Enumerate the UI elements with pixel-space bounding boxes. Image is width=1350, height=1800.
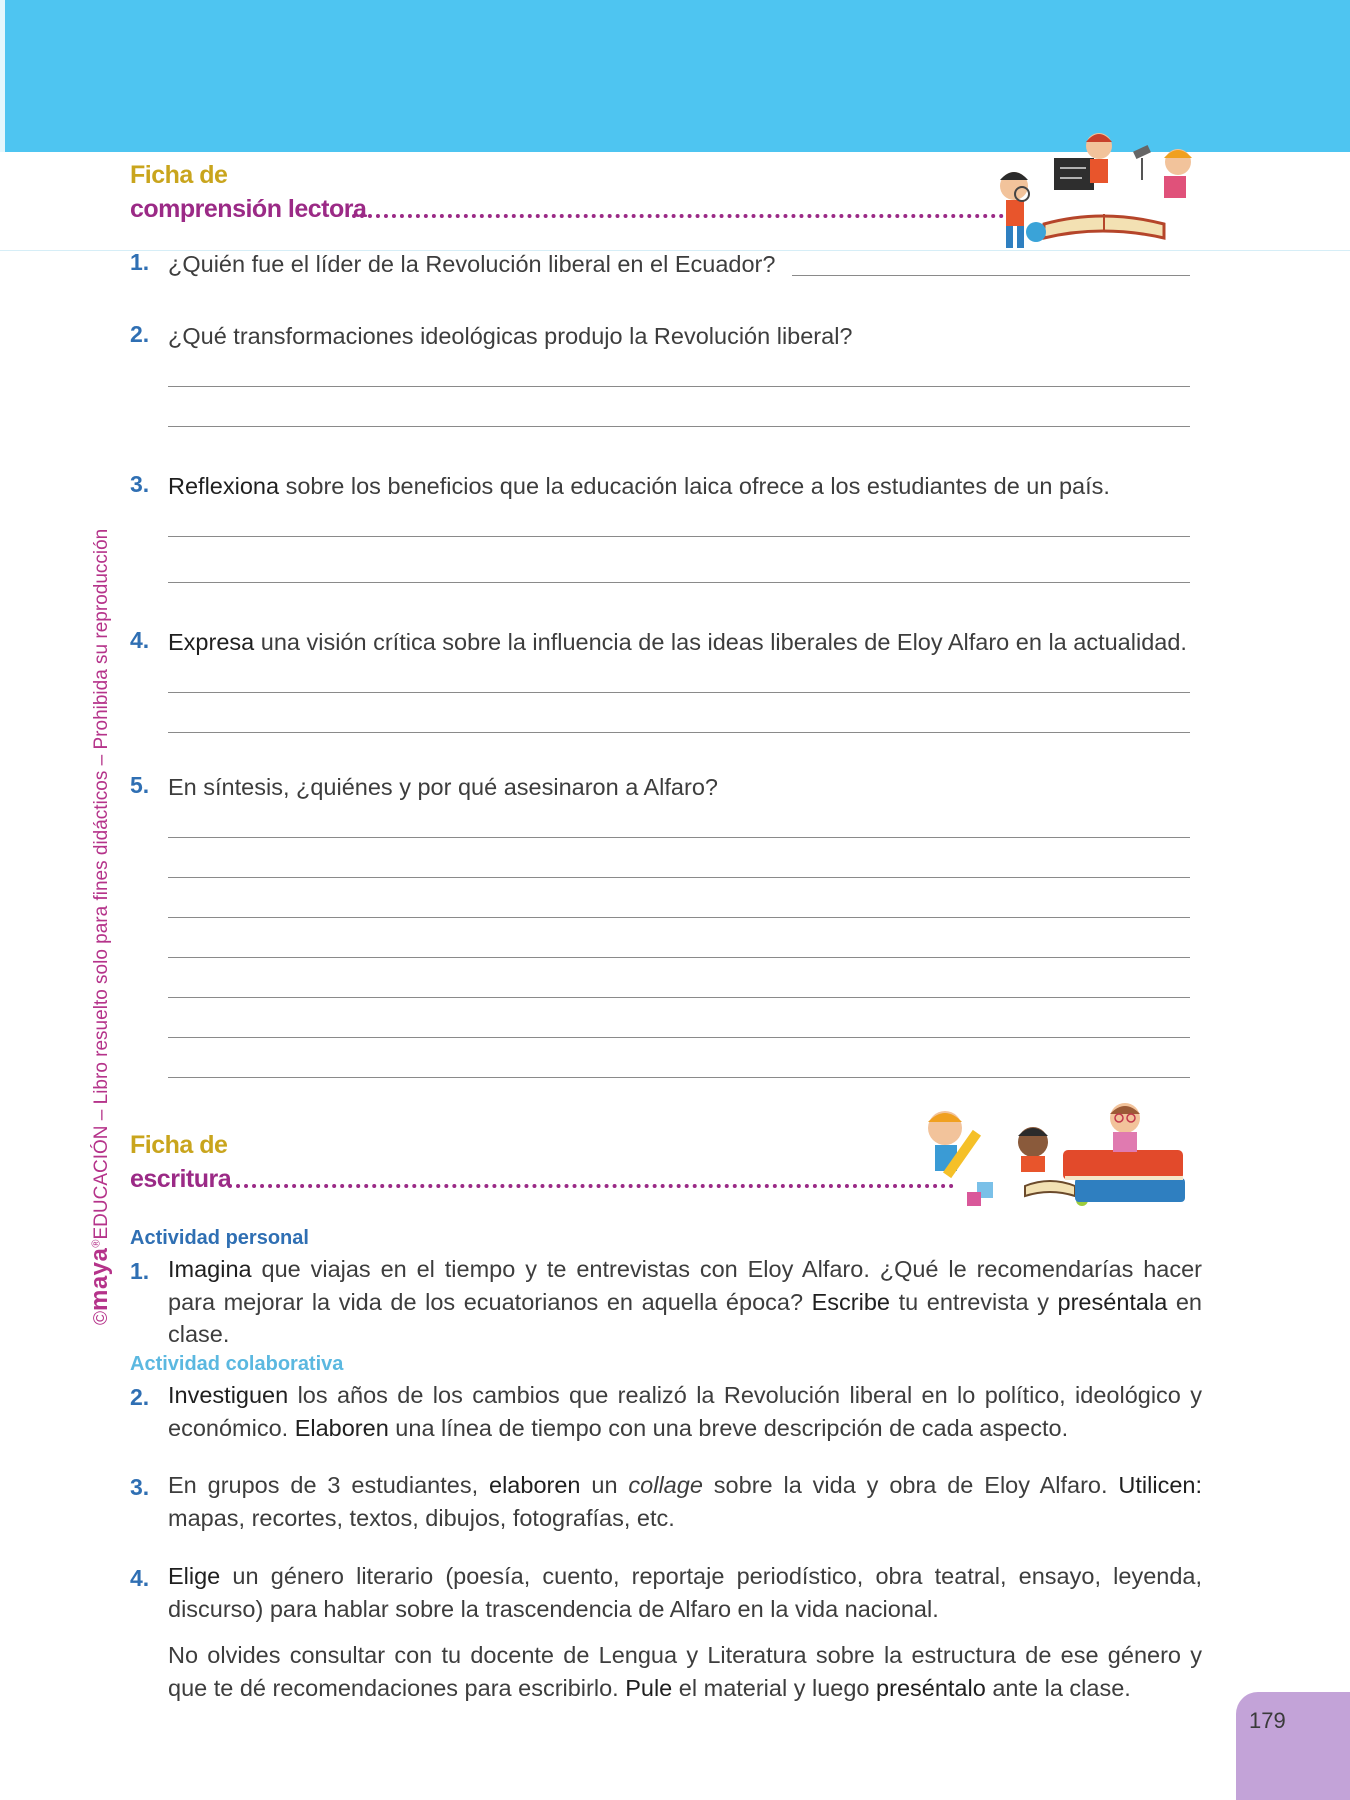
globe-icon bbox=[1026, 222, 1046, 242]
answer-line-5c[interactable] bbox=[168, 917, 1190, 918]
question-4-rest: una visión crítica sobre la influencia de las ideas liberales de Eloy Alfaro en la actualidad. bbox=[254, 629, 1187, 655]
page-number: 179 bbox=[1249, 1708, 1286, 1733]
answer-line-5e[interactable] bbox=[168, 997, 1190, 998]
writing-item-1-part2: tu entrevista y bbox=[890, 1288, 1058, 1315]
question-3-verb: Reflexiona bbox=[168, 473, 280, 499]
writing-item-1-verb1: Imagina bbox=[168, 1256, 252, 1282]
writing-item-1-number: 1. bbox=[130, 1258, 150, 1284]
writing-note-verb1: Pule bbox=[625, 1674, 673, 1701]
writing-item-3-number: 3. bbox=[130, 1474, 150, 1500]
writing-item-2-number: 2. bbox=[130, 1384, 150, 1410]
question-1-number: 1. bbox=[130, 249, 150, 275]
writing-item-2-part1: los años de los cambios que realizó la Revolución liberal en lo político, ideológico y económico. bbox=[168, 1382, 1202, 1441]
question-3-rest: sobre los beneficios que la educación laica ofrece a los estudiantes de un país. bbox=[279, 473, 1110, 499]
writing-item-2-part2: una línea de tiempo con una breve descripción de cada aspecto. bbox=[388, 1414, 1069, 1441]
writing-item-3-verb1: elaboren bbox=[489, 1472, 581, 1498]
writing-item-1-text bbox=[168, 1253, 1202, 1351]
writing-item-3-italic: collage bbox=[628, 1472, 703, 1498]
personal-activity-label: Actividad personal bbox=[130, 1227, 309, 1249]
reading-title-line1: Ficha de bbox=[130, 161, 228, 189]
writing-note-part1: No olvides consultar con tu docente de Lengua y Literatura sobre la estructura de ese género y que te dé recomendaciones para escribirlo. bbox=[168, 1642, 1202, 1701]
answer-line-3a[interactable] bbox=[168, 536, 1190, 537]
writing-item-4-part1: un género literario (poesía, cuento, reportaje periodístico, obra teatral, ensayo, leyenda, discurso) para hablar sobre la trascendencia de Alfaro en la vida nacional. bbox=[168, 1563, 1202, 1622]
writing-item-2-verb1: Investiguen bbox=[168, 1382, 289, 1408]
writing-item-3-part1: un bbox=[580, 1472, 629, 1498]
writing-note-text bbox=[168, 1639, 1202, 1704]
question-2-number: 2. bbox=[130, 321, 150, 347]
writing-item-3-part3: mapas, recortes, textos, dibujos, fotografías, etc. bbox=[168, 1504, 675, 1531]
question-4-text bbox=[168, 626, 1187, 658]
writing-item-1-verb3: preséntala bbox=[1057, 1288, 1168, 1315]
side-copyright-label bbox=[86, 529, 114, 1325]
question-3-text bbox=[168, 470, 1110, 502]
answer-line-5f[interactable] bbox=[168, 1037, 1190, 1038]
small-book-icon bbox=[1164, 176, 1186, 198]
question-5-number: 5. bbox=[130, 772, 150, 798]
kids-reading-illustration bbox=[992, 128, 1202, 256]
answer-line-5d[interactable] bbox=[168, 957, 1190, 958]
kids-writing-illustration bbox=[915, 1100, 1205, 1214]
writing-item-2-text bbox=[168, 1379, 1202, 1444]
writing-item-1-part1: que viajas en el tiempo y te entrevistas con Eloy Alfaro. ¿Qué le recomendarías hacer para mejorar la vida de los ecuatorianos en aquella época? bbox=[168, 1256, 1202, 1315]
writing-note-verb2: preséntalo bbox=[876, 1674, 986, 1701]
reading-section-title bbox=[130, 158, 366, 226]
answer-line-4a[interactable] bbox=[168, 692, 1190, 693]
side-copyright-text: EDUCACIÓN – Libro resuelto solo para fines didácticos – Prohibida su reproducción bbox=[91, 528, 112, 1240]
writing-item-1-verb2: Escribe bbox=[811, 1288, 890, 1315]
answer-line-5b[interactable] bbox=[168, 877, 1190, 878]
writing-title-line2: escritura bbox=[130, 1165, 232, 1193]
writing-item-1-part3: en clase. bbox=[168, 1288, 1202, 1347]
writing-section-title bbox=[130, 1128, 231, 1196]
answer-line-4b[interactable] bbox=[168, 732, 1190, 733]
writing-note-part3: ante la clase. bbox=[985, 1674, 1131, 1701]
writing-item-3-text bbox=[168, 1469, 1202, 1534]
reading-title-dotted-rule bbox=[352, 214, 1012, 218]
open-book-icon bbox=[1025, 1181, 1075, 1196]
answer-line-3b[interactable] bbox=[168, 582, 1190, 583]
book-stack-icon bbox=[1075, 1178, 1185, 1202]
writing-item-3-verb2: Utilicen: bbox=[1118, 1472, 1202, 1498]
question-4-verb: Expresa bbox=[168, 629, 255, 655]
question-5-text: En síntesis, ¿quiénes y por qué asesinaron a Alfaro? bbox=[168, 774, 718, 800]
brand-logo-text: maya bbox=[86, 1247, 113, 1311]
question-3-number: 3. bbox=[130, 471, 150, 497]
reading-title-line2: comprensión lectora bbox=[130, 195, 367, 223]
writing-item-3-part2: sobre la vida y obra de Eloy Alfaro. bbox=[702, 1472, 1119, 1498]
writing-title-line1: Ficha de bbox=[130, 1131, 228, 1159]
registered-mark: ® bbox=[90, 1239, 103, 1248]
answer-line-5a[interactable] bbox=[168, 837, 1190, 838]
writing-item-4-verb1: Elige bbox=[168, 1563, 221, 1589]
writing-item-4-text bbox=[168, 1560, 1202, 1625]
copyright-symbol: © bbox=[91, 1311, 112, 1325]
question-2-text: ¿Qué transformaciones ideológicas produjo la Revolución liberal? bbox=[168, 323, 853, 349]
question-1-text: ¿Quién fue el líder de la Revolución liberal en el Ecuador? bbox=[168, 251, 776, 277]
answer-line-5g[interactable] bbox=[168, 1077, 1190, 1078]
answer-line-1[interactable] bbox=[792, 275, 1190, 276]
header-edge bbox=[0, 0, 5, 152]
writing-item-3-part0: En grupos de 3 estudiantes, bbox=[168, 1472, 490, 1498]
writing-note-part2: el material y luego bbox=[672, 1674, 877, 1701]
writing-item-4-number: 4. bbox=[130, 1565, 150, 1591]
chalkboard-icon bbox=[1054, 158, 1094, 190]
collab-activity-label: Actividad colaborativa bbox=[130, 1353, 344, 1375]
question-4-number: 4. bbox=[130, 627, 150, 653]
page-number-tab bbox=[1236, 1692, 1350, 1800]
answer-line-2a[interactable] bbox=[168, 386, 1190, 387]
writing-item-2-verb2: Elaboren bbox=[294, 1414, 389, 1441]
writing-title-dotted-rule bbox=[228, 1184, 954, 1188]
answer-line-2b[interactable] bbox=[168, 426, 1190, 427]
